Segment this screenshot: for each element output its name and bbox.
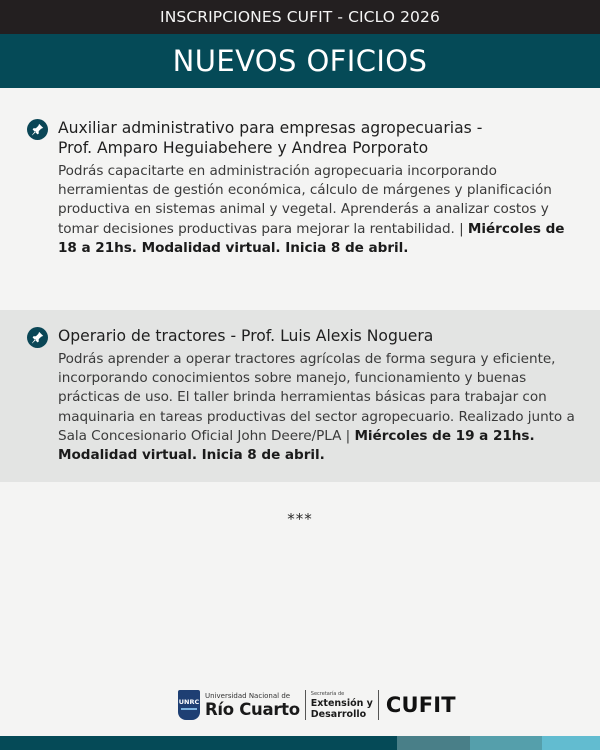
footer-color-bands bbox=[0, 736, 600, 750]
logo-divider bbox=[305, 690, 306, 720]
university-name-small: Universidad Nacional de bbox=[205, 691, 291, 700]
color-band bbox=[397, 736, 470, 750]
course-title bbox=[58, 118, 578, 158]
university-name-big: Río Cuarto bbox=[205, 699, 300, 719]
course-title-line: Operario de tractores - Prof. Luis Alexis Noguera bbox=[58, 327, 434, 345]
course-description bbox=[58, 350, 578, 465]
pin-icon bbox=[27, 119, 48, 140]
color-band bbox=[0, 736, 397, 750]
page-title: NUEVOS OFICIOS bbox=[172, 44, 428, 78]
unrc-badge-text: UNRC bbox=[178, 697, 200, 706]
secretariat-line: Desarrollo bbox=[310, 708, 367, 720]
course-item bbox=[0, 310, 600, 482]
pin-icon bbox=[27, 327, 48, 348]
university-name bbox=[205, 692, 300, 719]
course-title-line: Prof. Amparo Heguiabehere y Andrea Porporato bbox=[58, 139, 429, 157]
unrc-shield-logo bbox=[178, 690, 200, 720]
color-band bbox=[470, 736, 542, 750]
secretariat-name bbox=[311, 691, 373, 720]
footer-logos bbox=[178, 687, 456, 723]
course-schedule: Miércoles de 18 a 21hs. Modalidad virtual. Inicia 8 de abril. bbox=[58, 220, 565, 256]
course-schedule: Miércoles de 19 a 21hs. Modalidad virtual. Inicia 8 de abril. bbox=[58, 427, 535, 464]
course-description-text: Podrás capacitarte en administración agropecuaria incorporando herramientas de gestión económica, cálculo de márgenes y planificación productiva en sistemas animal y vegetal. Aprenderás a analizar costos y tomar decisiones productivas para mejorar la rentabilidad. | bbox=[58, 163, 552, 237]
top-banner bbox=[0, 0, 600, 34]
logo-divider bbox=[378, 690, 379, 720]
top-banner-label: INSCRIPCIONES CUFIT - CICLO 2026 bbox=[160, 8, 440, 26]
cufit-logo: CUFIT bbox=[385, 693, 456, 717]
color-band bbox=[542, 736, 600, 750]
title-banner bbox=[0, 34, 600, 88]
secretariat-line: Extensión y bbox=[310, 697, 373, 709]
section-separator: *** bbox=[287, 510, 313, 528]
course-description bbox=[58, 162, 578, 258]
course-title bbox=[58, 326, 578, 346]
course-description-text: Podrás aprender a operar tractores agrícolas de forma segura y eficiente, incorporando conocimientos sobre manejo, funcionamiento y buenas prácticas de uso. El taller brinda herramientas básicas para trabajar con maquinaria en tareas productivas del sector agropecuario. Realizado junto a Sala Concesionario Oficial John Deere/PLA | bbox=[58, 351, 575, 444]
course-title-line: Auxiliar administrativo para empresas agropecuarias - bbox=[58, 119, 483, 137]
course-item bbox=[0, 88, 600, 288]
secretariat-small: Secretaría de bbox=[310, 690, 345, 697]
